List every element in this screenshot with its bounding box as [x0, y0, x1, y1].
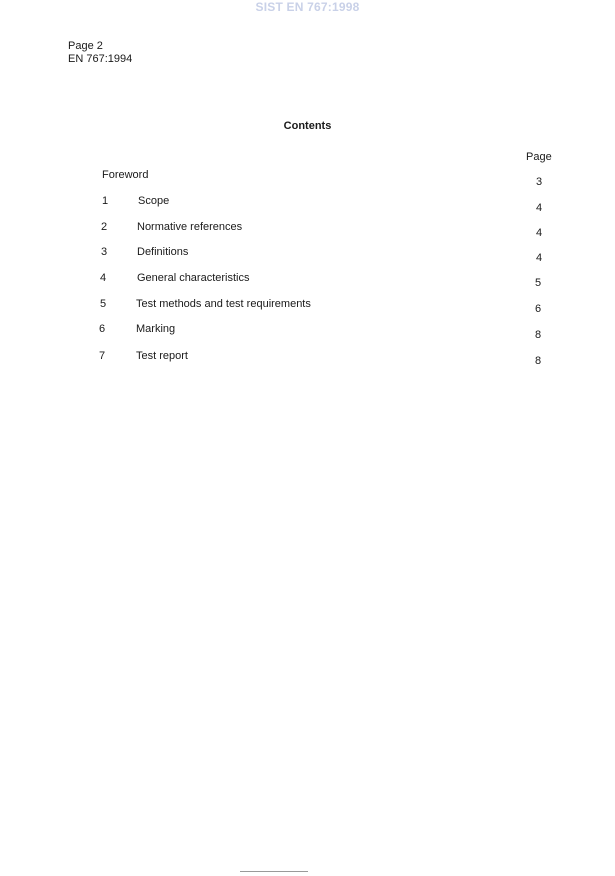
toc-entry-number: 6: [99, 323, 106, 335]
toc-entry-number: 5: [100, 298, 107, 310]
toc-entry-title: Marking: [136, 323, 176, 335]
toc-entry-page: 6: [535, 303, 542, 315]
toc-entry-title: General characteristics: [137, 272, 250, 284]
toc-entry-number: 3: [101, 246, 108, 258]
toc-entry-page: 8: [535, 355, 542, 367]
toc-entry-number: 7: [99, 350, 106, 362]
standard-designation: EN 767:1994: [68, 53, 133, 65]
toc-entry-page: 3: [536, 176, 543, 188]
toc-entry-page: 8: [535, 329, 542, 341]
toc-entry-page: 5: [535, 277, 542, 289]
toc-entry-number: 4: [100, 272, 107, 284]
page-number-label: Page 2: [68, 40, 103, 52]
toc-entry-title: Test methods and test requirements: [136, 298, 311, 310]
toc-entry-page: 4: [536, 252, 543, 264]
toc-entry-title: Test report: [136, 350, 188, 362]
toc-entry-title: Scope: [138, 195, 170, 207]
toc-entry-number: 2: [101, 221, 108, 233]
page-header: [68, 40, 132, 66]
page-column-label: Page: [526, 151, 552, 163]
toc-entry-title: Definitions: [137, 246, 189, 258]
toc-entry-title: Normative references: [137, 221, 243, 233]
toc-entry-number: 1: [102, 195, 109, 207]
toc-entry-page: 4: [536, 227, 543, 239]
watermark: SIST EN 767:1998: [255, 0, 360, 14]
toc-entry-title: Foreword: [102, 169, 149, 181]
footer-rule: [240, 871, 308, 872]
toc-entry-page: 4: [536, 202, 543, 214]
contents-heading: Contents: [283, 120, 332, 132]
